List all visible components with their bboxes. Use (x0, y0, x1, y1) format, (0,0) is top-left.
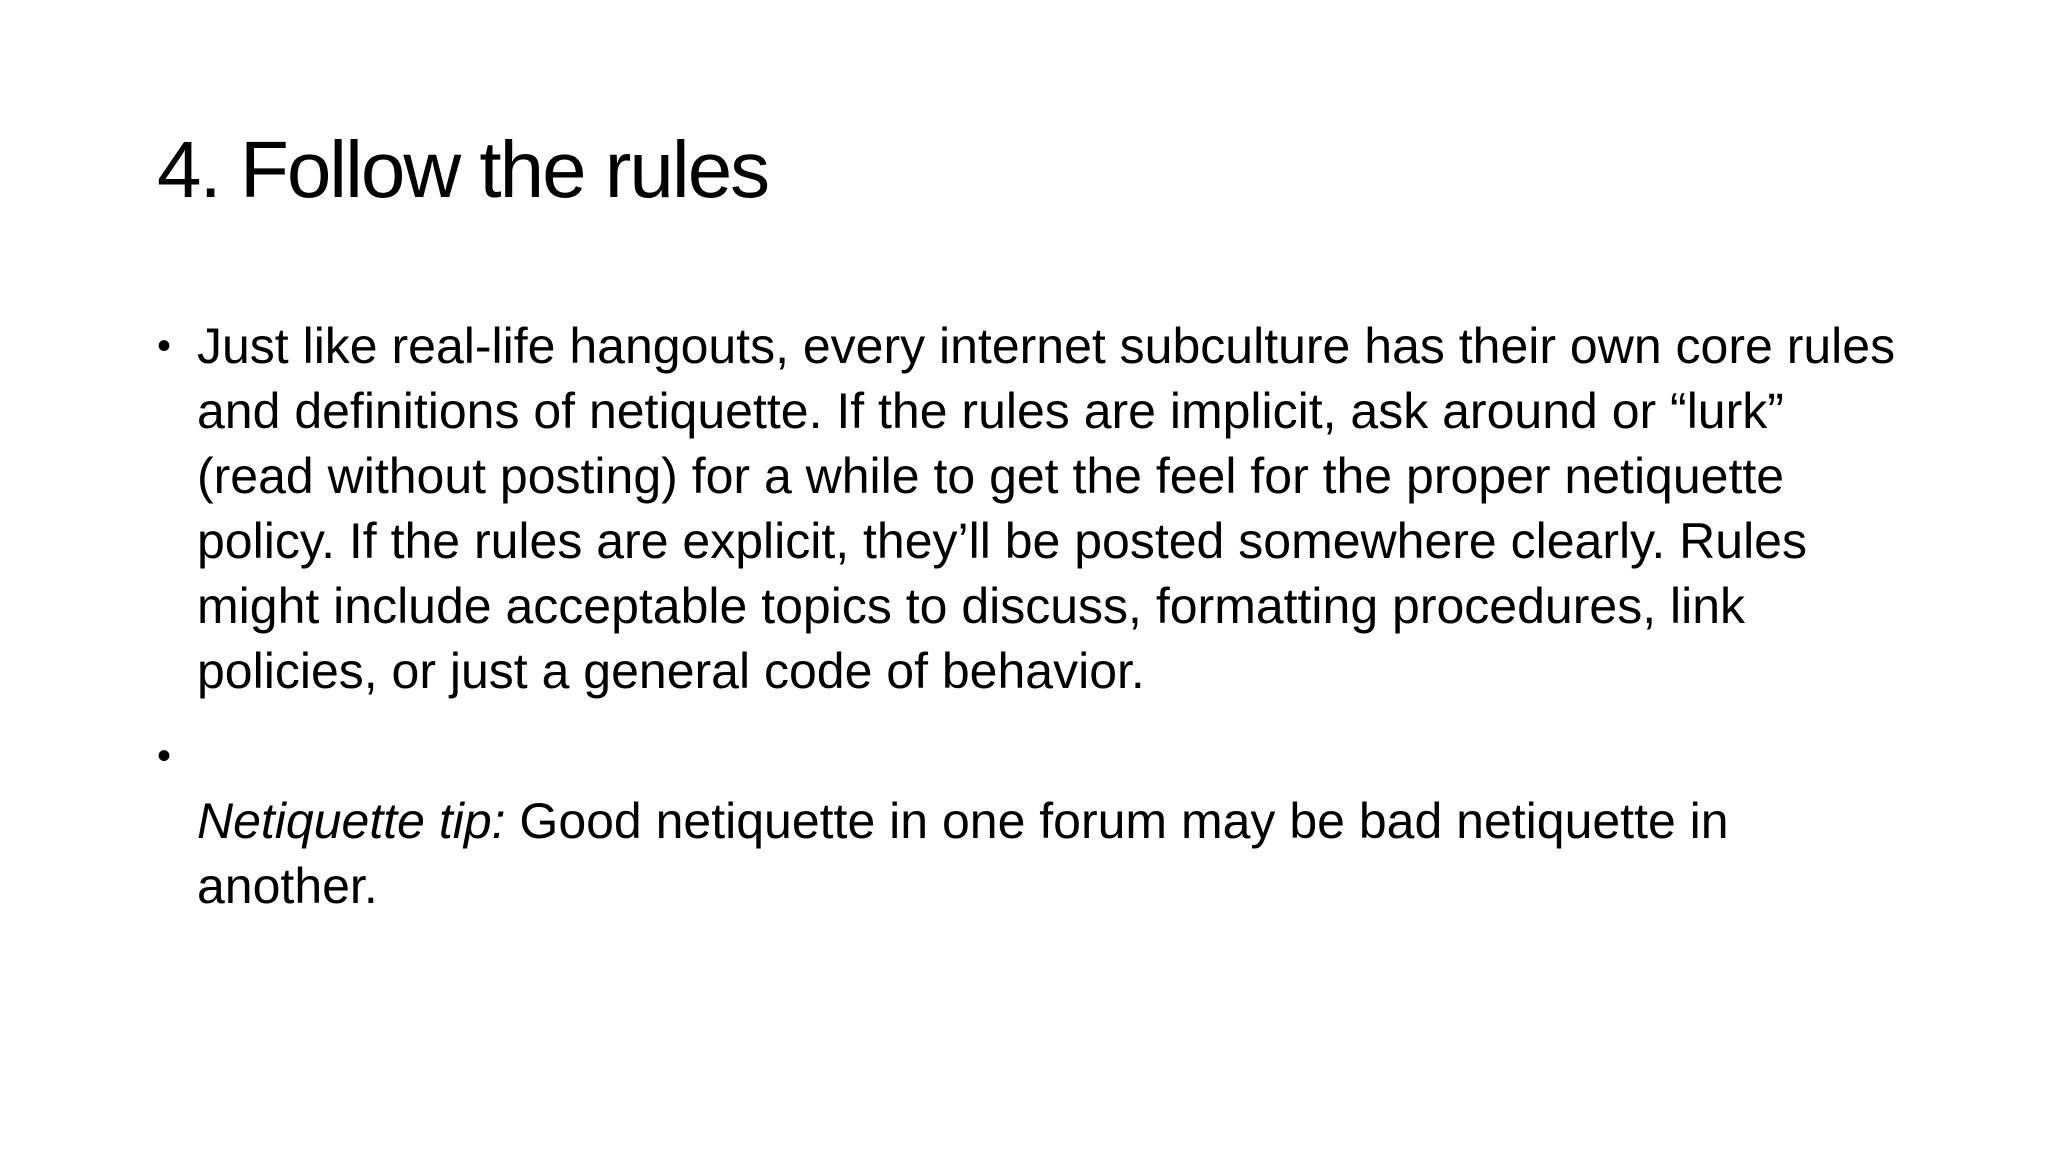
slide-title: 4. Follow the rules (157, 125, 769, 214)
bullet-marker: • (157, 734, 172, 778)
bullet-item-rules (157, 314, 1917, 704)
tip-text: Good netiquette in one forum may be bad netiquette in another. (197, 793, 1729, 914)
tip-label: Netiquette tip: (197, 793, 506, 849)
bullet-item-tip (157, 724, 1917, 919)
bullet-marker: • (157, 324, 172, 368)
bullet-text-tip (197, 789, 1897, 919)
bullet-list (157, 314, 1917, 939)
bullet-empty-line (197, 724, 1917, 789)
bullet-text-rules: Just like real-life hangouts, every internet subculture has their own core rules and definitions of netiquette. If the rules are implicit, ask around or “lurk” (read without posting) for a while to get the feel for the proper netiquette policy. If the rules are explicit, they’ll be posted somewhere clearly. Rules might include acceptable topics to discuss, formatting procedures, link policies, or just a general code of behavior. (197, 318, 1896, 699)
